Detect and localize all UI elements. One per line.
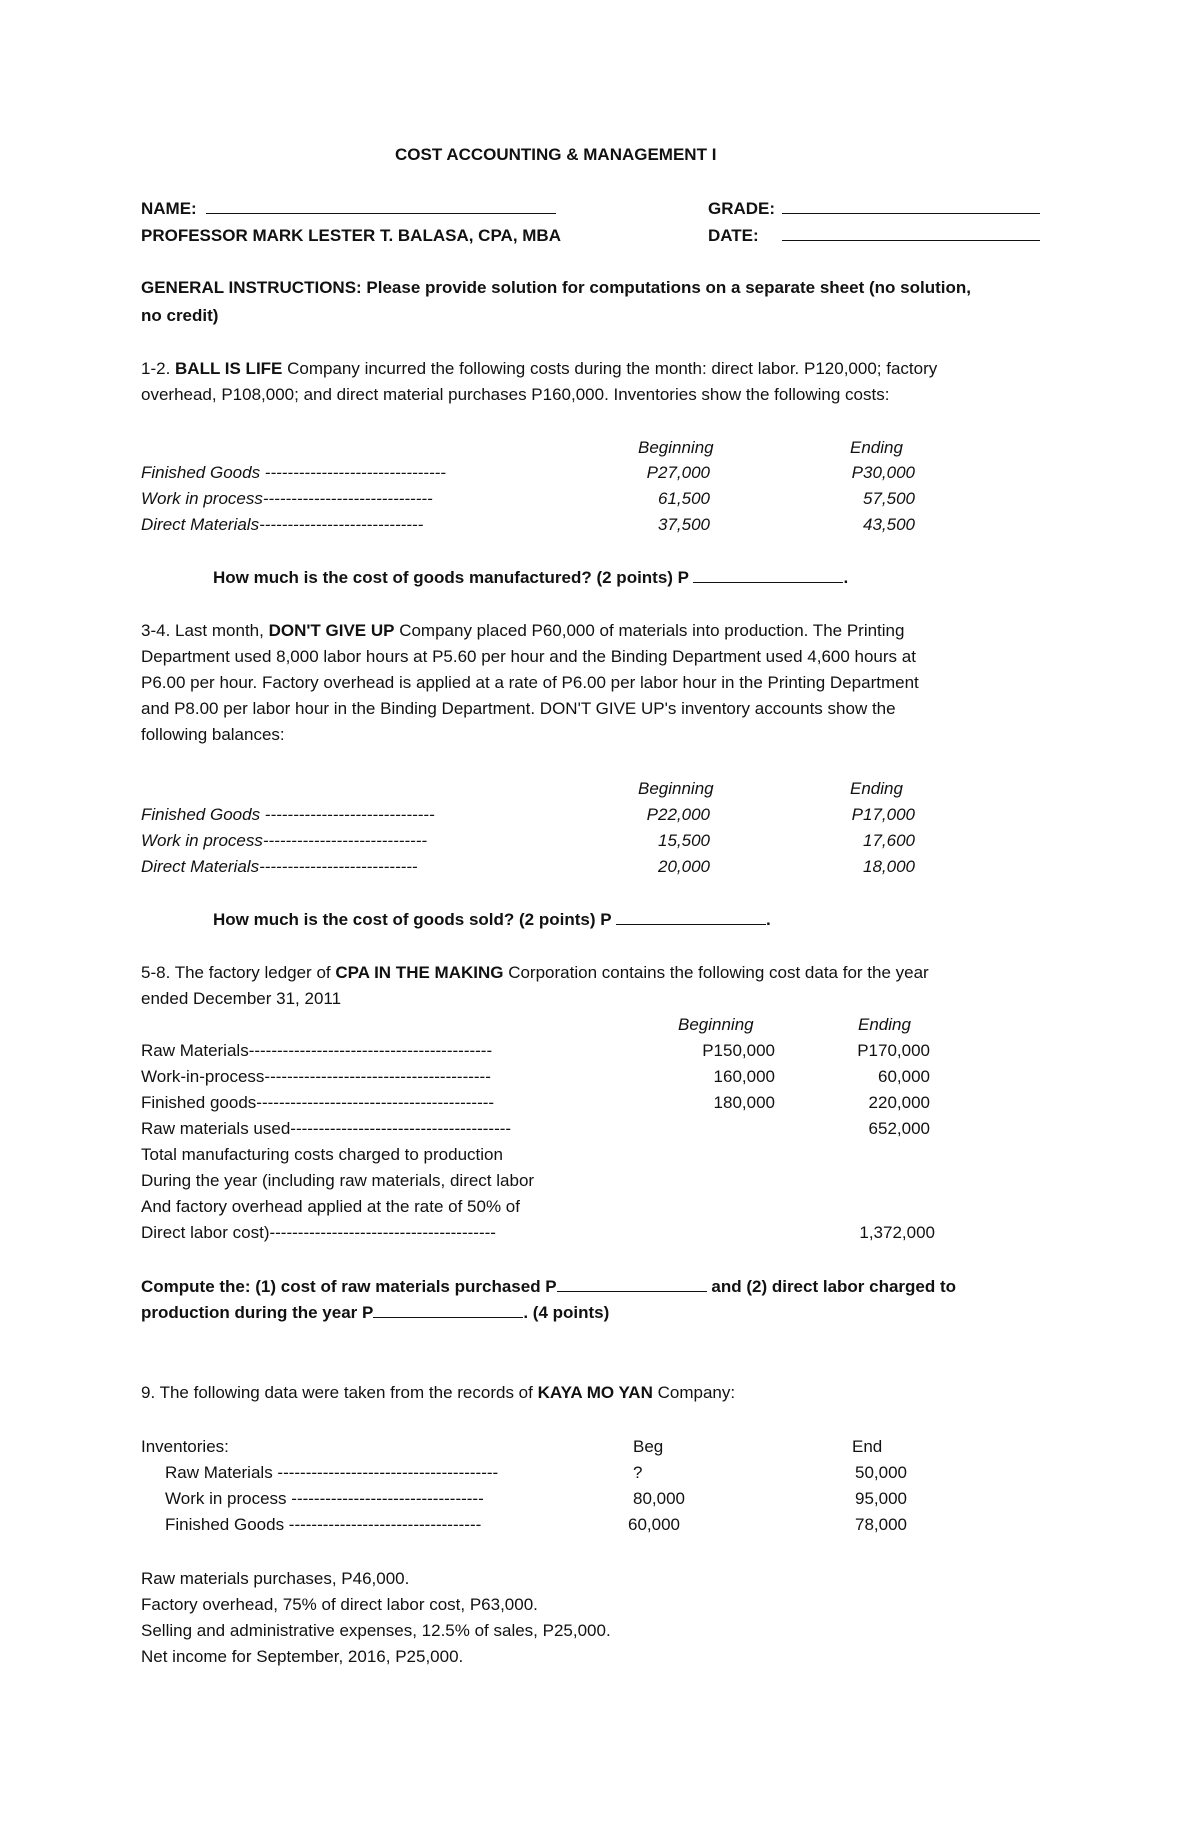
q1-row-label: Direct Materials----------------------------- bbox=[141, 515, 424, 534]
q1-row-end: 57,500 bbox=[863, 489, 915, 508]
q5-direct-labor-field[interactable] bbox=[373, 1302, 523, 1318]
q9-fact: Selling and administrative expenses, 12.5% of sales, P25,000. bbox=[141, 1621, 611, 1640]
q5-total-label: During the year (including raw materials, direct labor bbox=[141, 1171, 535, 1190]
q1-row-label: Finished Goods -------------------------------- bbox=[141, 463, 446, 482]
professor-name: PROFESSOR MARK LESTER T. BALASA, CPA, MBA bbox=[141, 226, 561, 245]
q5-compute bbox=[141, 1276, 956, 1298]
q5-total-label: Direct labor cost)---------------------------------------- bbox=[141, 1223, 496, 1242]
q5-compute-2 bbox=[141, 1302, 609, 1324]
q5-total-value: 1,372,000 bbox=[859, 1223, 935, 1242]
q1-col-beginning: Beginning bbox=[638, 438, 714, 457]
q9-text: Company: bbox=[657, 1383, 736, 1402]
q9-number: 9. The following data were taken from the records of bbox=[141, 1383, 533, 1402]
q1-col-ending: Ending bbox=[850, 438, 903, 457]
q3-row-end: P17,000 bbox=[851, 805, 915, 824]
q3-row-label: Direct Materials---------------------------- bbox=[141, 857, 418, 876]
q3-text: Company placed P60,000 of materials into production. The Printing bbox=[399, 621, 905, 640]
q3-row-label: Work in process----------------------------- bbox=[141, 831, 428, 850]
q9-row-beg: ? bbox=[633, 1463, 643, 1482]
q1-text: Company incurred the following costs during the month: direct labor. P120,000; factory bbox=[287, 359, 938, 378]
q5-compute-text-2: and (2) direct labor charged to bbox=[711, 1277, 957, 1296]
q9-inventories-label: Inventories: bbox=[141, 1437, 229, 1456]
q9-row-label: Work in process ---------------------------------- bbox=[165, 1489, 484, 1508]
q1-text-2: overhead, P108,000; and direct material purchases P160,000. Inventories show the following costs: bbox=[141, 385, 890, 404]
q1-period: . bbox=[843, 568, 849, 587]
q5-row-beg: 180,000 bbox=[713, 1093, 775, 1112]
q5-text-2: ended December 31, 2011 bbox=[141, 989, 342, 1008]
q1-answer-field[interactable] bbox=[693, 567, 843, 583]
q3-text-5: following balances: bbox=[141, 725, 285, 744]
q1-row-end: P30,000 bbox=[851, 463, 915, 482]
page-title: COST ACCOUNTING & MANAGEMENT I bbox=[395, 145, 717, 164]
q3-row-beg: 15,500 bbox=[658, 831, 710, 850]
q3-col-beginning: Beginning bbox=[638, 779, 714, 798]
name-label: NAME: bbox=[141, 199, 197, 218]
q5-compute-text: Compute the: (1) cost of raw materials purchased P bbox=[141, 1277, 557, 1296]
q3-row-beg: P22,000 bbox=[646, 805, 710, 824]
q5-row-label: Raw Materials------------------------------------------- bbox=[141, 1041, 493, 1060]
q5-col-beginning: Beginning bbox=[678, 1015, 754, 1034]
q9-row-beg: 80,000 bbox=[633, 1489, 685, 1508]
q3-row-end: 18,000 bbox=[863, 857, 915, 876]
q9-fact: Net income for September, 2016, P25,000. bbox=[141, 1647, 464, 1666]
q9-row-end: 78,000 bbox=[855, 1515, 907, 1534]
q5-row-label: Raw materials used--------------------------------------- bbox=[141, 1119, 512, 1138]
q3-period: . bbox=[766, 910, 771, 929]
q1-intro bbox=[141, 358, 937, 380]
q5-text: Corporation contains the following cost data for the year bbox=[508, 963, 929, 982]
q5-number: 5-8. The factory ledger of bbox=[141, 963, 331, 982]
q5-row-label: Work-in-process---------------------------------------- bbox=[141, 1067, 491, 1086]
q9-row-beg: 60,000 bbox=[628, 1515, 680, 1534]
q5-raw-materials-field[interactable] bbox=[557, 1276, 707, 1292]
q3-number: 3-4. Last month, bbox=[141, 621, 264, 640]
q5-row-end: 652,000 bbox=[868, 1119, 930, 1138]
q9-fact: Factory overhead, 75% of direct labor cost, P63,000. bbox=[141, 1595, 538, 1614]
q3-text-2: Department used 8,000 labor hours at P5.60 per hour and the Binding Department used 4,600 hours at bbox=[141, 647, 916, 666]
q5-row-label: Finished goods------------------------------------------ bbox=[141, 1093, 495, 1112]
q9-col-end: End bbox=[852, 1437, 883, 1456]
q5-total-label: And factory overhead applied at the rate of 50% of bbox=[141, 1197, 520, 1216]
q3-row-beg: 20,000 bbox=[658, 857, 710, 876]
q3-text-4: and P8.00 per labor hour in the Binding Department. DON'T GIVE UP's inventory accounts show the bbox=[141, 699, 896, 718]
q9-intro bbox=[141, 1382, 735, 1404]
date-field[interactable] bbox=[782, 225, 1040, 247]
general-instructions-cont: no credit) bbox=[141, 306, 219, 325]
q9-row-end: 95,000 bbox=[855, 1489, 907, 1508]
q5-company: CPA IN THE MAKING bbox=[335, 963, 504, 982]
q3-company: DON'T GIVE UP bbox=[268, 621, 395, 640]
q5-points: . (4 points) bbox=[523, 1303, 610, 1322]
q5-row-beg: 160,000 bbox=[713, 1067, 775, 1086]
general-instructions: GENERAL INSTRUCTIONS: Please provide solution for computations on a separate sheet (no solution, bbox=[141, 278, 971, 297]
q3-question bbox=[213, 909, 771, 931]
q1-row-end: 43,500 bbox=[863, 515, 915, 534]
q3-row-label: Finished Goods ------------------------------ bbox=[141, 805, 435, 824]
q1-question-text: How much is the cost of goods manufactured? (2 points) P bbox=[213, 568, 689, 587]
q1-company: BALL IS LIFE bbox=[175, 359, 283, 378]
q5-row-beg: P150,000 bbox=[702, 1041, 775, 1060]
q3-row-end: 17,600 bbox=[863, 831, 915, 850]
q1-question bbox=[213, 567, 848, 589]
grade-label: GRADE: bbox=[708, 199, 776, 218]
q5-intro bbox=[141, 962, 929, 984]
q9-row-label: Finished Goods ---------------------------------- bbox=[165, 1515, 482, 1534]
q1-number: 1-2. bbox=[141, 359, 171, 378]
q3-intro bbox=[141, 620, 904, 642]
q5-col-ending: Ending bbox=[858, 1015, 911, 1034]
q9-fact: Raw materials purchases, P46,000. bbox=[141, 1569, 410, 1588]
q5-row-end: P170,000 bbox=[857, 1041, 930, 1060]
name-field[interactable] bbox=[206, 198, 556, 220]
q9-row-label: Raw Materials --------------------------------------- bbox=[165, 1463, 499, 1482]
q3-col-ending: Ending bbox=[850, 779, 903, 798]
q9-col-beg: Beg bbox=[633, 1437, 664, 1456]
q5-row-end: 60,000 bbox=[878, 1067, 930, 1086]
q5-row-end: 220,000 bbox=[868, 1093, 930, 1112]
q3-answer-field[interactable] bbox=[616, 909, 766, 925]
q3-text-3: P6.00 per hour. Factory overhead is applied at a rate of P6.00 per labor hour in the Printing Department bbox=[141, 673, 919, 692]
q5-total-label: Total manufacturing costs charged to production bbox=[141, 1145, 503, 1164]
q5-compute-text-3: production during the year P bbox=[141, 1303, 374, 1322]
q9-company: KAYA MO YAN bbox=[537, 1383, 653, 1402]
q1-row-beg: 61,500 bbox=[658, 489, 710, 508]
date-label: DATE: bbox=[708, 226, 759, 245]
q1-row-beg: 37,500 bbox=[658, 515, 710, 534]
q1-row-beg: P27,000 bbox=[646, 463, 710, 482]
q3-question-text: How much is the cost of goods sold? (2 points) P bbox=[213, 910, 612, 929]
q1-row-label: Work in process------------------------------ bbox=[141, 489, 433, 508]
grade-field[interactable] bbox=[782, 198, 1040, 220]
q9-row-end: 50,000 bbox=[855, 1463, 907, 1482]
